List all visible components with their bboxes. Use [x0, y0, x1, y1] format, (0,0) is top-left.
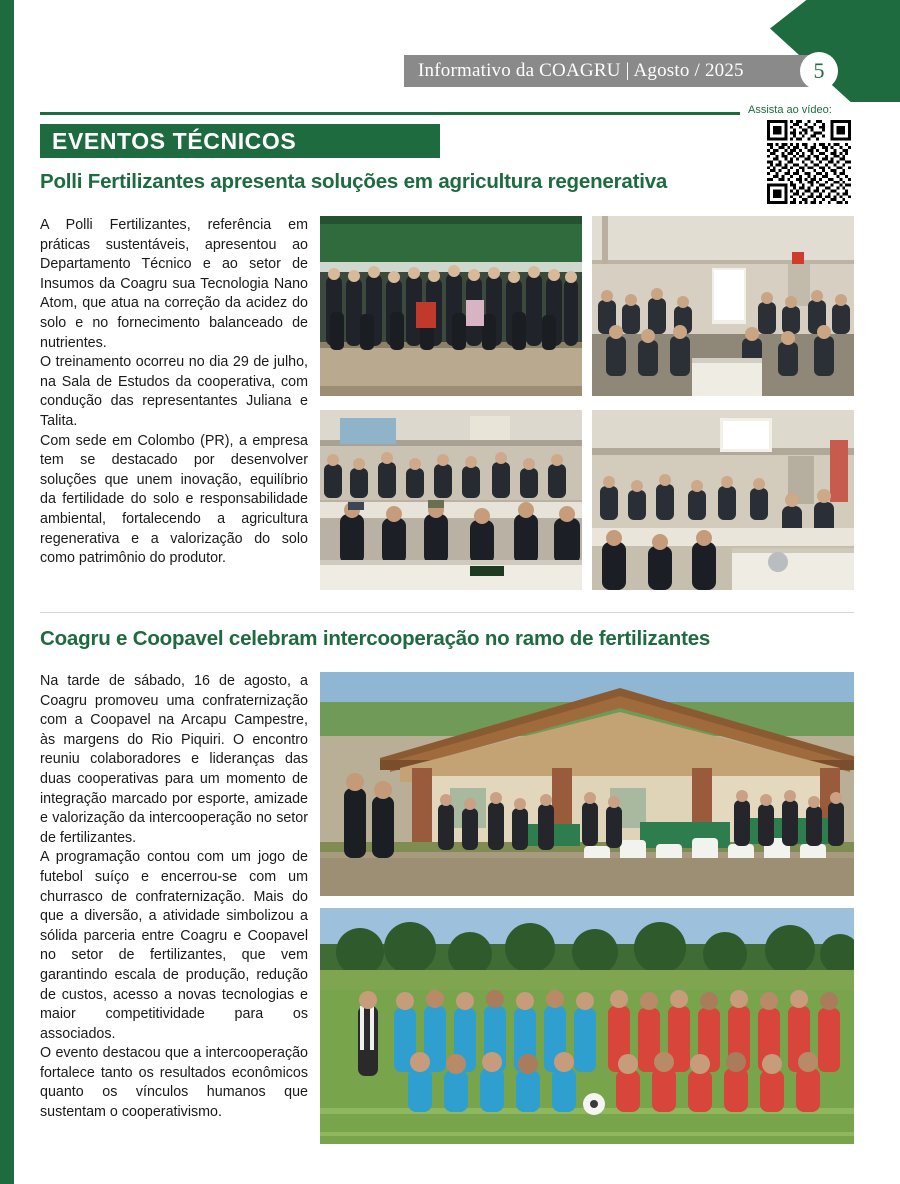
article-body-1 — [40, 216, 308, 569]
article-divider — [40, 612, 854, 613]
photo-pavilion-gathering — [320, 672, 854, 896]
page-left-spine — [0, 0, 14, 1184]
photo-group-auditorium — [320, 216, 582, 396]
article-body-2 — [40, 672, 308, 1123]
page-title: Informativo da COAGRU | Agosto / 2025 — [418, 60, 744, 81]
paragraph: O treinamento ocorreu no dia 29 de julho, na Sala de Estudos da cooperativa, com condução das representantes Juliana e Talita. — [40, 354, 308, 429]
page-number: 5 — [800, 52, 838, 90]
photo-presentation-room — [592, 410, 854, 590]
photo-training-room-wide — [592, 216, 854, 396]
section-top-rule — [40, 112, 740, 115]
photo-attendees-seated — [320, 410, 582, 590]
paragraph: Na tarde de sábado, 16 de agosto, a Coagru promoveu uma confraternização com a Coopavel na Arcapu Campestre, às margens do Rio Piquiri. O encontro reuniu colaboradores e lideranças das duas cooperativas para um momento de integração marcado por esporte, amizade e valorização da intercooperação no setor de fertilizantes. — [40, 673, 308, 846]
video-label: Assista ao vídeo: — [748, 104, 832, 116]
page-header — [0, 0, 900, 110]
header-title-bar — [404, 55, 824, 87]
photo-soccer-teams — [320, 908, 854, 1144]
page-left-spine-highlight — [14, 0, 18, 1184]
paragraph: O evento destacou que a intercooperação fortalece tanto os resultados econômicos quanto os vínculos humanos que sustentam o cooperativismo. — [40, 1045, 308, 1121]
paragraph: A programação contou com um jogo de futebol suíço e encerrou-se com um churrasco de confraternização. Mais do que a diversão, a atividade simbolizou a sólida parceria entre Coagru e Coopavel no setor de fertilizantes, que vem garantindo escala de produção, redução de custos, acesso a novas tecnologias e maior competitividade para os associados. — [40, 849, 308, 1042]
article-headline-1: Polli Fertilizantes apresenta soluções em agricultura regenerativa — [40, 170, 668, 193]
article-headline-2: Coagru e Coopavel celebram intercooperação no ramo de fertilizantes — [40, 627, 711, 650]
section-title: EVENTOS TÉCNICOS — [40, 124, 440, 158]
paragraph: Com sede em Colombo (PR), a empresa tem se destacado por desenvolver soluções que unem inovação, equilíbrio da fertilidade do solo e responsabilidade ambiental, fortalecendo a agricultura regenerativa e a valorização do solo como patrimônio do produtor. — [40, 432, 308, 567]
paragraph: A Polli Fertilizantes, referência em práticas sustentáveis, apresentou ao Departamento Técnico e ao setor de Insumos da Coagru sua Tecnologia Nano Atom, que atua na correção da acidez do solo e no fornecimento balanceado de nutrientes. — [40, 217, 308, 351]
